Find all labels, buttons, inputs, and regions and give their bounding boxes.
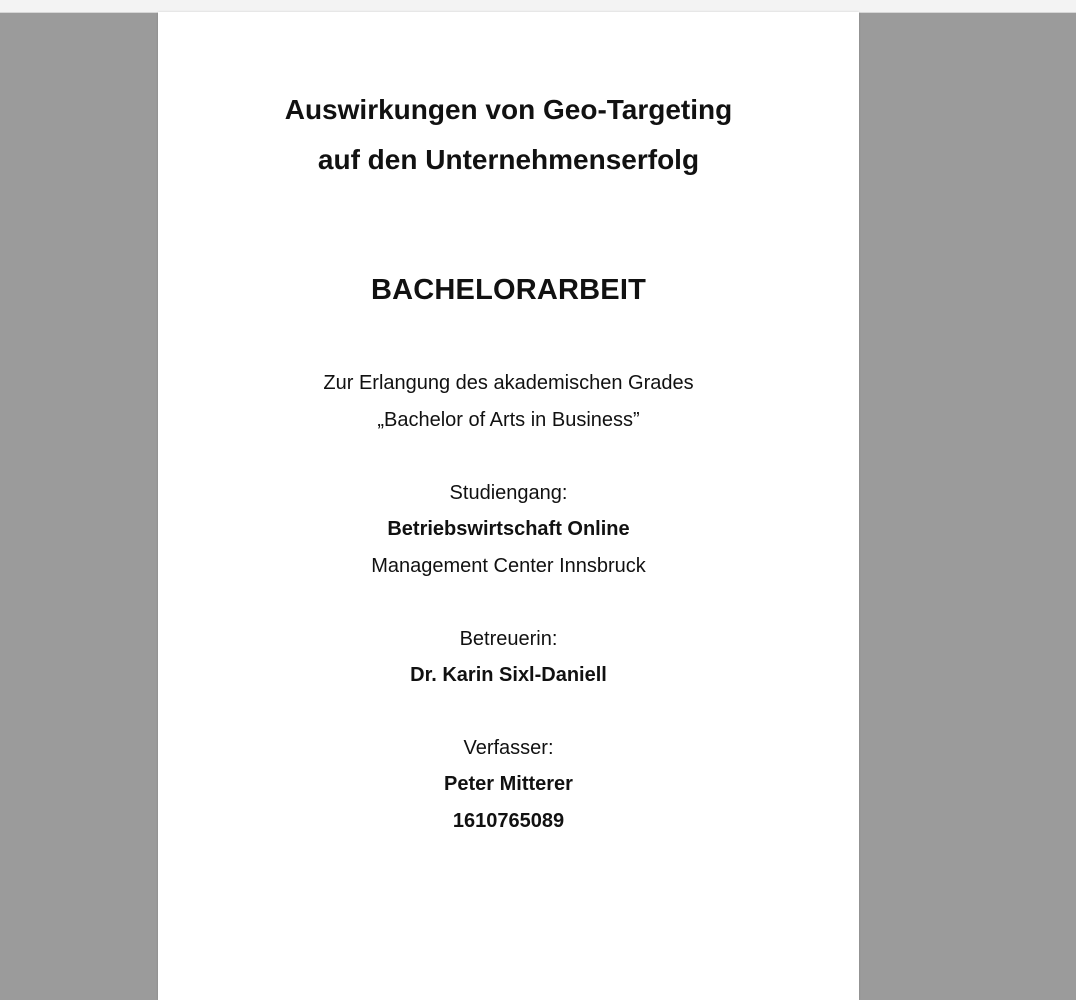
program-name: Betriebswirtschaft Online: [387, 518, 630, 540]
degree-purpose-line-1: Zur Erlangung des akademischen Grades: [323, 372, 694, 394]
thesis-title-line-1: Auswirkungen von Geo-Targeting: [284, 94, 733, 125]
supervisor-name: Dr. Karin Sixl-Daniell: [410, 664, 607, 686]
author-name: Peter Mitterer: [444, 773, 573, 795]
author-label: Verfasser:: [463, 737, 554, 759]
document-type-heading: BACHELORARBEIT: [370, 274, 647, 306]
student-id: 1610765089: [452, 810, 565, 832]
degree-purpose-line-2: „Bachelor of Arts in Business”: [377, 409, 640, 431]
thesis-title-line-2: auf den Unternehmenserfolg: [317, 144, 700, 175]
document-page: [158, 12, 859, 1000]
program-label: Studiengang:: [449, 482, 568, 504]
supervisor-label: Betreuerin:: [459, 628, 558, 650]
institution-name: Management Center Innsbruck: [371, 555, 646, 577]
